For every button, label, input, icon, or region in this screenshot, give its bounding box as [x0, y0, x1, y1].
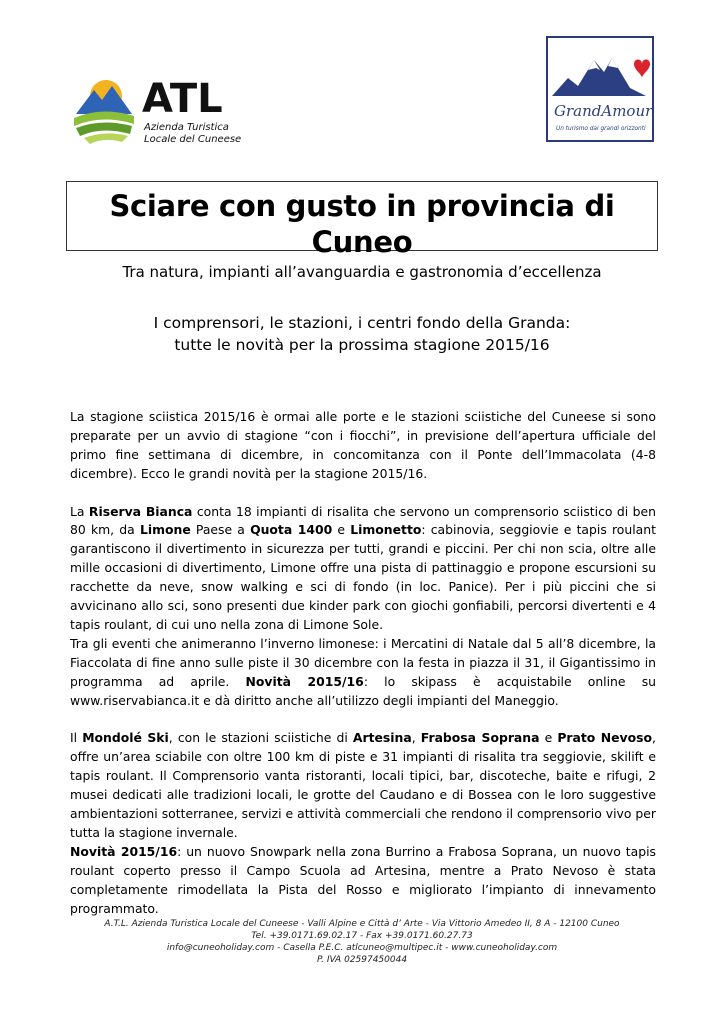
paragraph-gap — [70, 484, 656, 503]
text-span: La — [70, 503, 89, 519]
grand-amour-tagline: Un turismo dai grandi orizzonti — [556, 126, 646, 132]
footer-vat: P. IVA 02597450044 — [316, 955, 408, 965]
atl-logo-line2: Locale del Cuneese — [144, 134, 242, 145]
bold-quota-1400: Quota 1400 — [250, 522, 333, 538]
paragraph-4 — [70, 729, 656, 842]
intro — [70, 312, 654, 356]
text-span: , — [411, 730, 421, 746]
text-span: e — [539, 730, 558, 746]
text-span: e — [332, 522, 351, 538]
intro-line-2: tutte le novità per la prossima stagione 2015/16 — [174, 336, 550, 354]
grand-amour-logo-graphic — [548, 38, 652, 140]
bold-frabosa-soprana: Frabosa Soprana — [420, 730, 540, 746]
bold-riserva-bianca: Riserva Bianca — [88, 503, 193, 519]
footer-address: A.T.L. Azienda Turistica Locale del Cuneese - Valli Alpine e Città d’ Arte - Via Vittorio Amedeo II, 8 A - 12100 Cuneo — [104, 919, 620, 929]
paragraph-5 — [70, 843, 656, 919]
text-span: Il — [70, 730, 83, 746]
text-span: Paese a — [190, 522, 251, 538]
paragraph-1: La stagione sciistica 2015/16 è ormai alle porte e le stazioni sciistiche del Cuneese si sono preparate per un avvio di stagione “con i fiocchi”, in previsione dell’apertura ufficiale del primo fine settimana di dicembre, in concomitanza con il Ponte dell’Immacolata (4-8 dicembre). Ecco le grandi novità per la stagione 2015/16. — [70, 409, 656, 481]
grand-amour-logo — [546, 36, 654, 142]
bold-mondole-ski: Mondolé Ski — [82, 730, 169, 746]
text-span: : un nuovo Snowpark nella zona Burrino a Frabosa Soprana, un nuovo tapis roulant coperto presso il Campo Scuola ad Artesina, mentre a Prato Nevoso è stata completamente rimodellata la Pista del Rosso e migliorato l’impianto di innevamento programmato. — [70, 843, 656, 916]
article-body — [70, 408, 656, 918]
bold-prato-nevoso: Prato Nevoso — [557, 730, 653, 746]
paragraph-3 — [70, 635, 656, 711]
paragraph-2 — [70, 503, 656, 635]
bold-novita: Novità 2015/16 — [70, 843, 178, 859]
page-subtitle: Tra natura, impianti all’avanguardia e gastronomia d’eccellenza — [122, 263, 602, 281]
bold-artesina: Artesina — [352, 730, 412, 746]
text-span: conta 18 impianti di risalita che servono un comprensorio sciistico di ben 80 km, da — [70, 503, 656, 538]
page-title: Sciare con gusto in provincia di Cuneo — [109, 189, 615, 259]
footer-phone: Tel. +39.0171.69.02.17 - Fax +39.0171.60.27.73 — [251, 931, 473, 941]
bold-limone: Limone — [139, 522, 191, 538]
bold-novita: Novità 2015/16 — [245, 673, 364, 689]
paragraph-gap — [70, 710, 656, 729]
text-span: : lo skipass è acquistabile online su www.riservabianca.it e dà diritto anche all’utilizzo degli impianti del Maneggio. — [70, 673, 657, 708]
text-span: , con le stazioni sciistiche di — [168, 730, 353, 746]
atl-logo-line1: Azienda Turistica — [144, 122, 229, 133]
text-span: , offre un’area sciabile con oltre 100 km di piste e 31 impianti di risalita tra seggiovie, skilift e tapis roulant. Il Comprensorio vanta ristoranti, locali tipici, bar, discoteche, baite e rifugi, 2 musei dedicati alle tradizioni locali, le grotte del Caudano e di Bossea con le loro suggestive ambientazioni sotterranee, servizi e attività commerciali che rendono il comprensorio vivo per tutta la stagione invernale. — [70, 730, 656, 840]
intro-line-1: I comprensori, le stazioni, i centri fondo della Granda: — [153, 314, 571, 332]
atl-logo-graphic — [72, 74, 242, 146]
footer — [70, 918, 654, 966]
title-box — [66, 181, 658, 281]
text-span: : cabinovia, seggiovie e tapis roulant garantiscono il divertimento in sicurezza per tutti, grandi e piccini. Per chi non scia, oltre alle mille occasioni di divertimento, Limone offre una pista di pattinaggio e propone escursioni su racchette da neve, snow walking e sci di fondo (in loc. Panice). Per i più piccini che si avvicinano allo sci, sono presenti due kinder park con giochi gonfiabili, percorsi divertenti e 4 tapis roulant, di cui uno nella zona di Limone Sole. — [70, 522, 656, 632]
footer-contacts: info@cuneoholiday.com - Casella P.E.C. atlcuneo@multipec.it - www.cuneoholiday.com — [166, 943, 558, 953]
text-span: Tra gli eventi che animeranno l’inverno limonese: i Mercatini di Natale dal 5 all’8 dicembre, la Fiaccolata di fine anno sulle piste il 30 dicembre con la festa in piazza il 31, il Gigantissimo in programma ad aprile. — [70, 635, 656, 689]
bold-limonetto: Limonetto — [350, 522, 422, 538]
atl-logo-text: ATL — [142, 76, 223, 122]
atl-logo — [72, 74, 242, 146]
grand-amour-logo-text: GrandAmour — [554, 102, 652, 120]
